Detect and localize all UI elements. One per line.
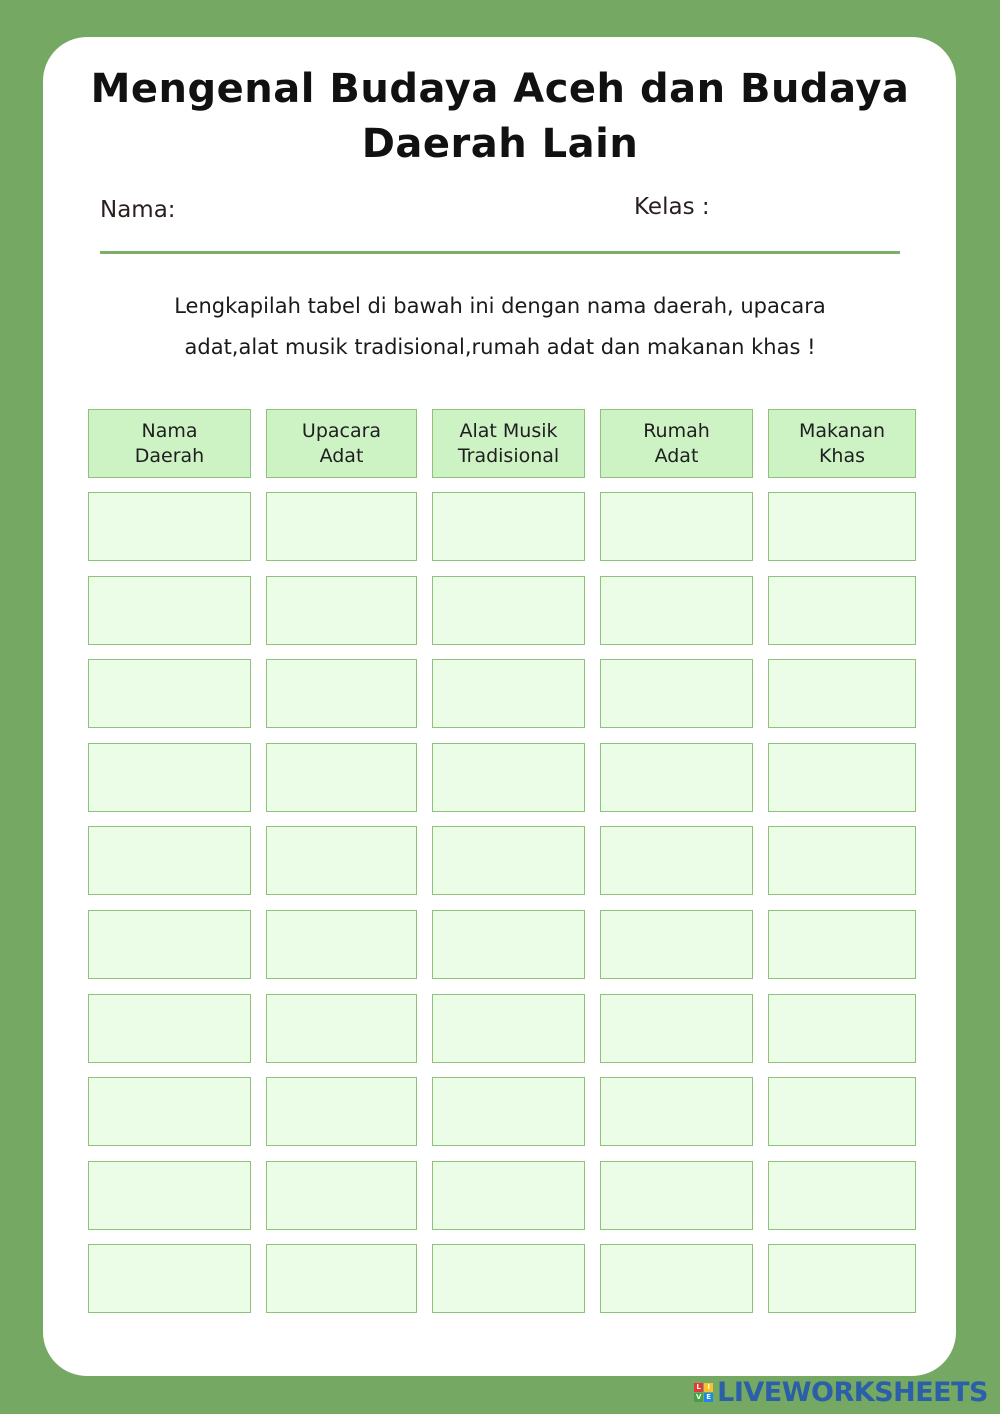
column-header-text: Adat (319, 444, 364, 467)
column-header-text: Makanan (798, 419, 886, 442)
answer-cell[interactable] (600, 1161, 753, 1230)
logo-letter: L (694, 1383, 703, 1392)
answer-cell[interactable] (266, 826, 417, 895)
logo-letter: I (704, 1383, 713, 1392)
answer-cell[interactable] (266, 576, 417, 645)
answer-cell[interactable] (432, 910, 585, 979)
answer-cell[interactable] (432, 659, 585, 728)
answer-cell[interactable] (88, 826, 251, 895)
answer-cell[interactable] (600, 1244, 753, 1313)
answer-cell[interactable] (768, 994, 916, 1063)
answer-cell[interactable] (600, 910, 753, 979)
column-header (432, 409, 585, 478)
column-header-text: Khas (818, 444, 866, 467)
answer-cell[interactable] (432, 826, 585, 895)
answer-cell[interactable] (266, 1244, 417, 1313)
column-header (768, 409, 916, 478)
column-header-text: Tradisional (457, 444, 560, 467)
answer-cell[interactable] (266, 1161, 417, 1230)
worksheet-title (0, 62, 1000, 172)
liveworksheets-brand (694, 1377, 988, 1408)
logo-letter: E (704, 1393, 713, 1402)
column-header-text: Alat Musik (459, 419, 558, 442)
nama-field-label: Nama: (100, 197, 176, 223)
column-header (88, 409, 251, 478)
answer-cell[interactable] (88, 1077, 251, 1146)
answer-cell[interactable] (600, 994, 753, 1063)
answer-cell[interactable] (768, 1244, 916, 1313)
answer-cell[interactable] (88, 576, 251, 645)
instruction-text (100, 286, 900, 368)
answer-cell[interactable] (600, 826, 753, 895)
kelas-field-label: Kelas : (634, 194, 710, 220)
brand-wordmark: LIVEWORKSHEETS (717, 1377, 988, 1408)
column-header-text: Daerah (134, 444, 205, 467)
answer-cell[interactable] (88, 1244, 251, 1313)
answer-cell[interactable] (266, 910, 417, 979)
answer-cell[interactable] (432, 1077, 585, 1146)
answer-cell[interactable] (266, 659, 417, 728)
answer-cell[interactable] (768, 1161, 916, 1230)
answer-cell[interactable] (768, 910, 916, 979)
answer-cell[interactable] (88, 1161, 251, 1230)
answer-cell[interactable] (266, 994, 417, 1063)
answer-cell[interactable] (432, 743, 585, 812)
answer-cell[interactable] (768, 1077, 916, 1146)
instruction-line-2: adat,alat musik tradisional,rumah adat dan makanan khas ! (184, 335, 816, 359)
answer-cell[interactable] (88, 910, 251, 979)
column-header (600, 409, 753, 478)
answer-cell[interactable] (432, 492, 585, 561)
column-header-text: Upacara (301, 419, 382, 442)
answer-cell[interactable] (432, 1161, 585, 1230)
answer-cell[interactable] (600, 743, 753, 812)
answer-cell[interactable] (432, 1244, 585, 1313)
answer-cell[interactable] (266, 743, 417, 812)
answer-cell[interactable] (88, 659, 251, 728)
answer-cell[interactable] (266, 1077, 417, 1146)
instruction-line-1: Lengkapilah tabel di bawah ini dengan nama daerah, upacara (174, 294, 826, 318)
answer-cell[interactable] (768, 576, 916, 645)
answer-cell[interactable] (768, 743, 916, 812)
answer-cell[interactable] (600, 492, 753, 561)
column-header-text: Nama (141, 419, 198, 442)
title-line-1: Mengenal Budaya Aceh dan Budaya (90, 66, 910, 112)
answer-cell[interactable] (600, 576, 753, 645)
column-header-text: Rumah (643, 419, 710, 442)
header-divider (100, 251, 900, 254)
column-header-text: Adat (654, 444, 699, 467)
answer-cell[interactable] (768, 659, 916, 728)
column-header (266, 409, 417, 478)
liveworksheets-logo-icon (694, 1383, 713, 1402)
answer-cell[interactable] (432, 994, 585, 1063)
answer-cell[interactable] (88, 994, 251, 1063)
answer-cell[interactable] (266, 492, 417, 561)
logo-letter: V (695, 1393, 702, 1401)
answer-cell[interactable] (88, 492, 251, 561)
answer-cell[interactable] (768, 492, 916, 561)
answer-cell[interactable] (88, 743, 251, 812)
answer-cell[interactable] (768, 826, 916, 895)
title-line-2: Daerah Lain (361, 121, 639, 167)
answer-cell[interactable] (600, 1077, 753, 1146)
answer-cell[interactable] (432, 576, 585, 645)
answer-cell[interactable] (600, 659, 753, 728)
